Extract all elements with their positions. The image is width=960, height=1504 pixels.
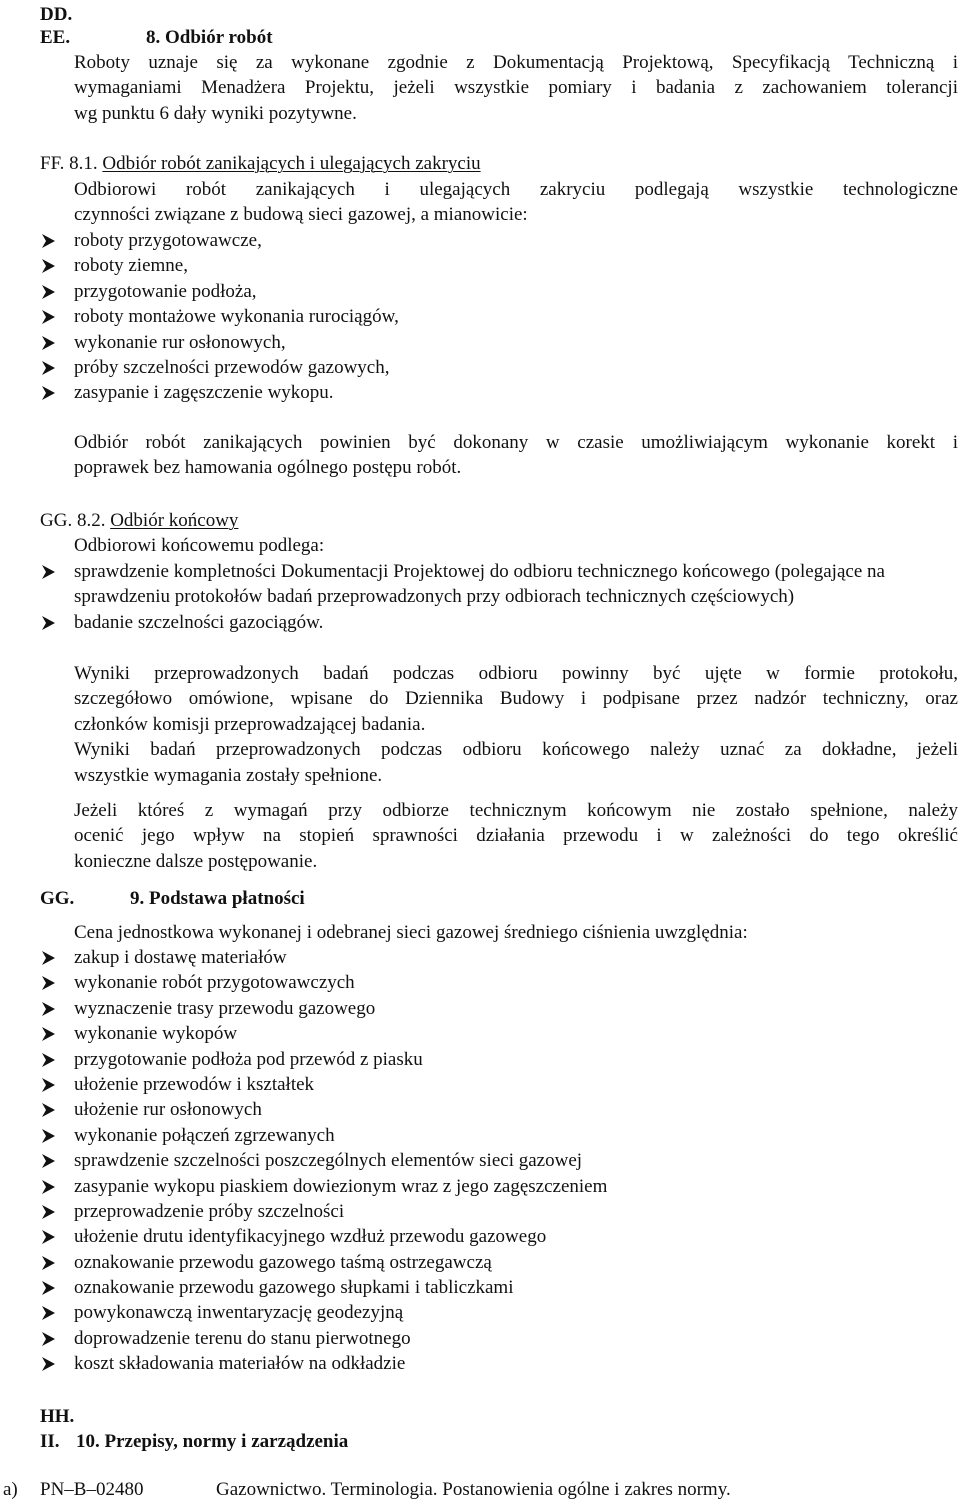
list-item-text-line: częściowych) [690, 586, 795, 608]
list-item-text: badanie szczelności gazociągów. [74, 611, 324, 633]
text-line: Odbiorowi robót zanikających i ulegających zakryciu podlegają wszystkie technologiczne [74, 179, 958, 200]
list-item [40, 945, 607, 970]
arrowhead-bullet-icon [40, 615, 56, 631]
section-8-1-prefix: FF. 8.1. [40, 153, 103, 174]
list-item [40, 1275, 607, 1300]
text-line: Jeżeli któreś z wymagań przy odbiorze technicznym końcowym nie zostało spełnione, należy [74, 800, 958, 821]
list-item [40, 1224, 607, 1249]
section-8-1-intro [74, 177, 958, 228]
list-item-text: ułożenie rur osłonowych [74, 1099, 262, 1121]
heading-hh: HH. [40, 1406, 75, 1427]
list-item [40, 330, 399, 355]
section-9-title: 9. Podstawa płatności [130, 888, 305, 909]
list-item-text: zakup i dostawę materiałów [74, 947, 287, 968]
arrowhead-bullet-icon [40, 233, 56, 249]
text-line: Wyniki przeprowadzonych badań podczas odbioru powinny być ujęte w formie protokołu, [74, 663, 958, 684]
list-item-text: doprowadzenie terenu do stanu pierwotnego [74, 1327, 411, 1349]
text-line: Odbiór robót zanikających powinien być dokonany w czasie umożliwiającym wykonanie korekt i [74, 432, 958, 453]
list-item [40, 1148, 607, 1173]
text-line: poprawek bez hamowania ogólnego postępu robót. [74, 457, 462, 479]
list-item [40, 1047, 607, 1072]
arrowhead-bullet-icon [40, 258, 56, 274]
arrowhead-bullet-icon [40, 1331, 56, 1347]
section-8-2-heading [40, 508, 238, 533]
list-item-text: zasypanie wykopu piaskiem dowiezionym wraz z jego zagęszczeniem [74, 1175, 608, 1197]
reference-code: PN–B–02480 [40, 1479, 144, 1500]
section-8-2-results [74, 661, 958, 788]
section-8-1-list [40, 228, 399, 406]
list-item [40, 380, 399, 405]
list-item-text-line: (polegające na sprawdzeniu protokołów badań przeprowadzonych przy odbiorach technicznych [74, 561, 885, 608]
list-item-text: wykonanie połączeń zgrzewanych [74, 1124, 335, 1146]
reference-description: Gazownictwo. Terminologia. Postanowienia ogólne i zakres normy. [216, 1479, 731, 1500]
list-item-text: koszt składowania materiałów na odkładzie [74, 1353, 406, 1375]
heading-ee: EE. [40, 27, 71, 48]
arrowhead-bullet-icon [40, 335, 56, 351]
text-line: wymaganiami Menadżera Projektu, jeżeli wszystkie pomiary i badania z zachowaniem tolerancji [74, 77, 958, 99]
section-8-1-note [74, 430, 958, 481]
list-item [40, 1123, 607, 1148]
arrowhead-bullet-icon [40, 1052, 56, 1068]
list-item-text: powykonawczą inwentaryzację geodezyjną [74, 1302, 404, 1324]
list-item-text: zasypanie i zagęszczenie wykopu. [74, 382, 334, 404]
arrowhead-bullet-icon [40, 950, 56, 966]
section-8-title: 8. Odbiór robót [146, 27, 273, 48]
section-10-title: 10. Przepisy, normy i zarządzenia [76, 1431, 349, 1452]
list-item-text: roboty przygotowawcze, [74, 230, 262, 251]
list-item-text: ułożenie drutu identyfikacyjnego wzdłuż przewodu gazowego [74, 1226, 547, 1248]
section-8-2-title: Odbiór końcowy [110, 510, 239, 531]
list-item [40, 304, 399, 329]
list-item [40, 1300, 607, 1325]
arrowhead-bullet-icon [40, 309, 56, 325]
text-line: Wyniki badań przeprowadzonych podczas odbioru końcowego należy uznać za dokładne, jeżeli [74, 739, 958, 761]
section-8-2-intro: Odbiorowi końcowemu podlega: [74, 535, 325, 556]
text-line: czynności związane z budową sieci gazowej, a mianowicie: [74, 204, 528, 226]
text-line: konieczne dalsze postępowanie. [74, 850, 318, 872]
list-item-text: przeprowadzenie próby szczelności [74, 1200, 345, 1222]
section-8-2-list [40, 559, 958, 635]
list-item [40, 1174, 607, 1199]
list-item-text: przygotowanie podłoża pod przewód z piasku [74, 1048, 423, 1070]
arrowhead-bullet-icon [40, 1356, 56, 1372]
section-9-prefix: GG. [40, 888, 75, 909]
list-item [40, 1199, 607, 1224]
section-9-list [40, 945, 607, 1377]
list-item [40, 1021, 607, 1046]
list-item [40, 228, 399, 253]
arrowhead-bullet-icon [40, 1255, 56, 1271]
list-item [40, 610, 958, 635]
arrowhead-bullet-icon [40, 1229, 56, 1245]
section-8-1-title: Odbiór robót zanikających i ulegających zakryciu [102, 153, 481, 174]
arrowhead-bullet-icon [40, 284, 56, 300]
list-item [40, 1072, 607, 1097]
list-item-text: wykonanie rur osłonowych, [74, 331, 286, 353]
list-item-text-line: sprawdzenie kompletności Dokumentacji Projektowej do odbioru technicznego końcowego [74, 561, 770, 582]
list-item [40, 996, 607, 1021]
heading-ii: II. [40, 1431, 60, 1452]
section-9-intro: Cena jednostkowa wykonanej i odebranej sieci gazowej średniego ciśnienia uwzględnia: [74, 922, 748, 943]
list-item-text: sprawdzenie szczelności poszczególnych elementów sieci gazowej [74, 1150, 583, 1172]
section-8-2-prefix: GG. 8.2. [40, 510, 111, 531]
text-line: ocenić jego wpływ na stopień sprawności działania przewodu i w zależności do tego określić [74, 825, 958, 847]
section-8-1-heading [40, 151, 481, 176]
arrowhead-bullet-icon [40, 1305, 56, 1321]
section-8-2-failure [74, 798, 958, 874]
list-item [40, 279, 399, 304]
arrowhead-bullet-icon [40, 1128, 56, 1144]
arrowhead-bullet-icon [40, 360, 56, 376]
text-line: członków komisji przeprowadzającej badania. [74, 713, 426, 735]
arrowhead-bullet-icon [40, 1179, 56, 1195]
list-item-text: oznakowanie przewodu gazowego słupkami i tabliczkami [74, 1277, 514, 1299]
list-item [40, 1097, 607, 1122]
list-item-text: ułożenie przewodów i kształtek [74, 1073, 315, 1095]
list-item [40, 1250, 607, 1275]
arrowhead-bullet-icon [40, 1102, 56, 1118]
section-8-text [74, 50, 958, 126]
arrowhead-bullet-icon [40, 975, 56, 991]
list-item [40, 970, 607, 995]
arrowhead-bullet-icon [40, 385, 56, 401]
list-item [40, 559, 958, 610]
arrowhead-bullet-icon [40, 1077, 56, 1093]
text-line: wg punktu 6 dały wyniki pozytywne. [74, 102, 357, 124]
text-line: wszystkie wymagania zostały spełnione. [74, 764, 383, 786]
list-item [40, 253, 399, 278]
text-line: Roboty uznaje się za wykonane zgodnie z Dokumentacją Projektową, Specyfikacją Techniczną i [74, 52, 958, 73]
arrowhead-bullet-icon [40, 1153, 56, 1169]
arrowhead-bullet-icon [40, 564, 56, 580]
arrowhead-bullet-icon [40, 1001, 56, 1017]
list-item-text: roboty montażowe wykonania rurociągów, [74, 306, 399, 328]
list-item-text: wykonanie robót przygotowawczych [74, 972, 355, 994]
list-item-text: wyznaczenie trasy przewodu gazowego [74, 997, 376, 1019]
arrowhead-bullet-icon [40, 1204, 56, 1220]
list-item-text: próby szczelności przewodów gazowych, [74, 356, 390, 378]
arrowhead-bullet-icon [40, 1280, 56, 1296]
text-line: szczegółowo omówione, wpisane do Dziennika Budowy i podpisane przez nadzór techniczny, oraz [74, 688, 958, 710]
list-item-text: oznakowanie przewodu gazowego taśmą ostrzegawczą [74, 1251, 492, 1273]
list-item [40, 355, 399, 380]
list-item [40, 1351, 607, 1376]
list-item-text: roboty ziemne, [74, 255, 188, 277]
arrowhead-bullet-icon [40, 1026, 56, 1042]
heading-dd: DD. [40, 4, 73, 25]
list-item-text: przygotowanie podłoża, [74, 280, 257, 302]
list-item [40, 1326, 607, 1351]
list-item-text: wykonanie wykopów [74, 1023, 238, 1045]
reference-label: a) [3, 1479, 18, 1500]
